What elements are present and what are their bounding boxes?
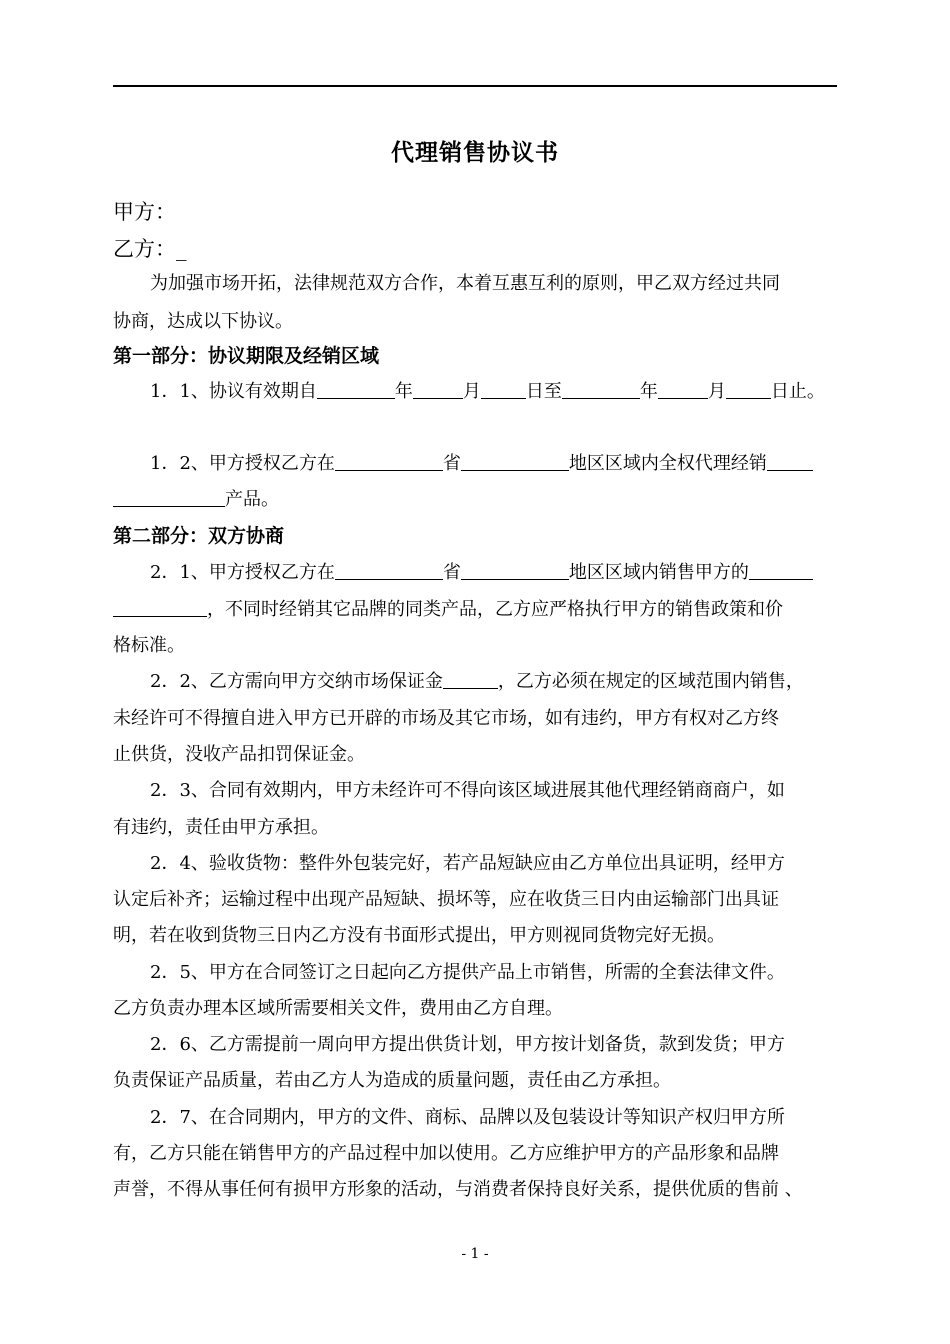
clause-2-1-end: 格标准。 bbox=[113, 635, 185, 656]
clause-2-3-line-2: 有违约，责任由甲方承担。 bbox=[113, 817, 329, 838]
clause-2-7: 2．7、在合同期内，甲方的文件、商标、品牌以及包装设计等知识产权归甲方所 bbox=[150, 1107, 785, 1128]
blank-product-c bbox=[749, 561, 813, 580]
blank-end-year bbox=[562, 380, 640, 399]
clause-2-7-line-2: 有，乙方只能在销售甲方的产品过程中加以使用。乙方应维护甲方的产品形象和品牌 bbox=[113, 1143, 779, 1164]
clause-1-1 bbox=[150, 380, 890, 404]
clause-1-2-cont bbox=[113, 488, 853, 512]
clause-1-2-text: 1．2、甲方授权乙方在 bbox=[150, 453, 335, 474]
clause-1-1-text: 1．1、协议有效期自 bbox=[150, 381, 317, 402]
clause-2-1-region: 地区区域内销售甲方的 bbox=[568, 562, 749, 583]
clause-2-4-line-2: 认定后补齐；运输过程中出现产品短缺、损坏等，应在收货三日内由运输部门出具证 bbox=[113, 889, 779, 910]
clause-2-1-cont bbox=[113, 598, 853, 622]
clause-2-2-text: 2．2、乙方需向甲方交纳市场保证金 bbox=[150, 671, 443, 692]
blank-region-2 bbox=[461, 561, 569, 580]
clause-2-2-text-2: ，乙方必须在规定的区域范围内销售， bbox=[497, 671, 804, 692]
clause-2-1-text: 2．1、甲方授权乙方在 bbox=[150, 562, 335, 583]
clause-1-2-province: 省 bbox=[442, 453, 461, 474]
clause-1-2-region: 地区区域内全权代理经销 bbox=[568, 453, 767, 474]
blank-province-2 bbox=[335, 561, 443, 580]
clause-2-2-line-2: 未经许可不得擅自进入甲方已开辟的市场及其它市场，如有违约，甲方有权对乙方终 bbox=[113, 708, 779, 729]
clause-2-1-province: 省 bbox=[442, 562, 461, 583]
blank-end-month bbox=[658, 380, 708, 399]
clause-1-1-month: 月 bbox=[462, 381, 481, 402]
blank-province bbox=[335, 452, 443, 471]
blank-region bbox=[461, 452, 569, 471]
intro-line-2: 协商，达成以下协议。 bbox=[113, 311, 293, 332]
clause-1-1-year: 年 bbox=[394, 381, 413, 402]
clause-2-1 bbox=[150, 561, 890, 585]
blank-product-a bbox=[767, 452, 813, 471]
blank-deposit bbox=[443, 670, 498, 689]
clause-2-5: 2．5、甲方在合同签订之日起向乙方提供产品上市销售，所需的全套法律文件。 bbox=[150, 962, 785, 983]
clause-2-7-line-3: 声誉，不得从事任何有损甲方形象的活动，与消费者保持良好关系，提供优质的售前 、 bbox=[113, 1179, 803, 1200]
clause-2-4-line-3: 明，若在收到货物三日内乙方没有书面形式提出，甲方则视同货物完好无损。 bbox=[113, 925, 725, 946]
blank-product-d bbox=[113, 598, 207, 617]
blank-start-month bbox=[413, 380, 463, 399]
header-rule bbox=[113, 85, 837, 87]
clause-2-2-line-3: 止供货，没收产品扣罚保证金。 bbox=[113, 744, 365, 765]
clause-2-6: 2．6、乙方需提前一周向甲方提出供货计划，甲方按计划备货，款到发货；甲方 bbox=[150, 1034, 785, 1055]
clause-2-1-cont-text: ，不同时经销其它品牌的同类产品，乙方应严格执行甲方的销售政策和价 bbox=[207, 599, 783, 620]
section-2-heading: 第二部分：双方协商 bbox=[113, 525, 285, 547]
blank-start-day bbox=[481, 380, 526, 399]
party-b-label: 乙方：_ bbox=[113, 237, 187, 261]
document-title: 代理销售协议书 bbox=[391, 140, 559, 166]
clause-2-2 bbox=[150, 670, 890, 694]
clause-1-1-year-2: 年 bbox=[639, 381, 658, 402]
clause-1-2-product: 产品。 bbox=[225, 489, 279, 510]
clause-2-4: 2．4、验收货物：整件外包装完好，若产品短缺应由乙方单位出具证明，经甲方 bbox=[150, 853, 785, 874]
section-1-heading: 第一部分：协议期限及经销区域 bbox=[113, 345, 380, 367]
blank-end-day bbox=[726, 380, 771, 399]
clause-1-1-end: 日止。 bbox=[770, 381, 825, 402]
party-a-label: 甲方： bbox=[113, 200, 176, 224]
blank-product-b bbox=[113, 488, 225, 507]
clause-1-1-month-2: 月 bbox=[707, 381, 726, 402]
clause-2-3: 2．3、合同有效期内，甲方未经许可不得向该区域进展其他代理经销商商户，如 bbox=[150, 780, 785, 801]
blank-start-year bbox=[317, 380, 395, 399]
clause-2-5-line-2: 乙方负责办理本区域所需要相关文件，费用由乙方自理。 bbox=[113, 998, 563, 1019]
intro-line-1: 为加强市场开拓，法律规范双方合作，本着互惠互利的原则，甲乙双方经过共同 bbox=[150, 273, 780, 294]
clause-2-6-line-2: 负责保证产品质量，若由乙方人为造成的质量问题，责任由乙方承担。 bbox=[113, 1070, 671, 1091]
clause-1-1-day-to: 日至 bbox=[525, 381, 562, 402]
clause-1-2 bbox=[150, 452, 890, 476]
page-number: - 1 - bbox=[461, 1246, 489, 1262]
